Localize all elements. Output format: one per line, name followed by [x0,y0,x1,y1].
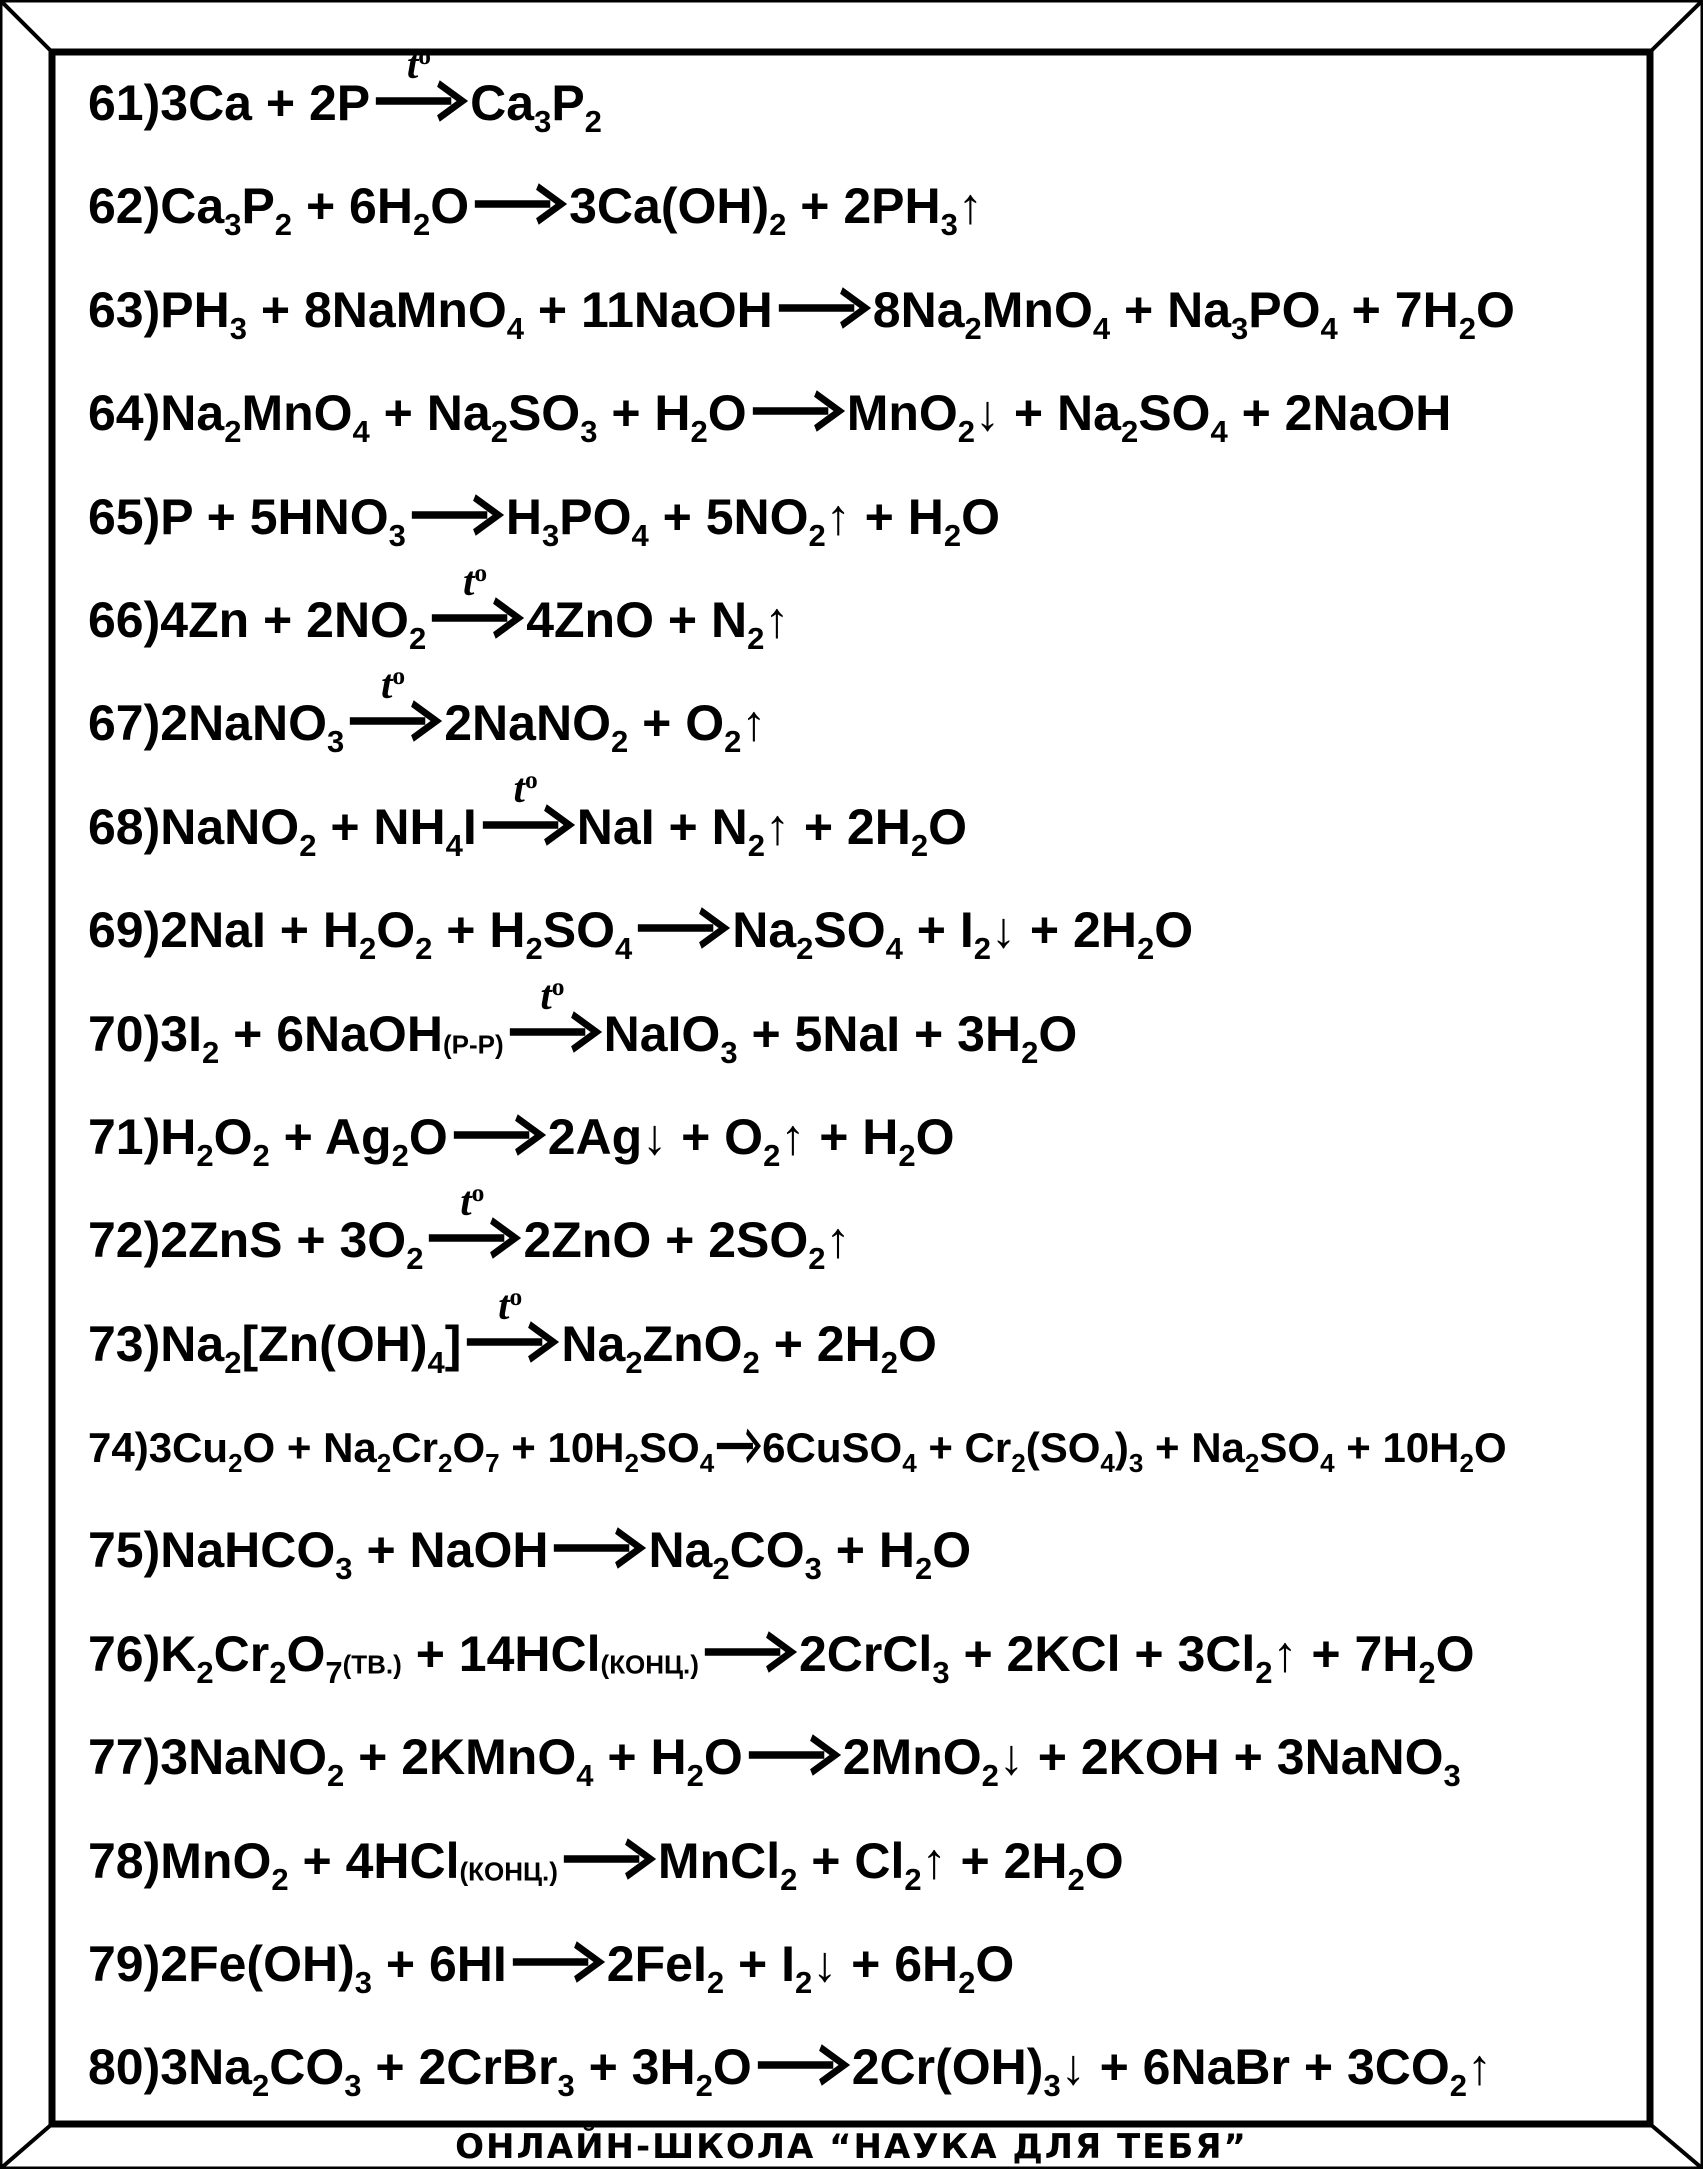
reaction-79 [88,1913,1648,2016]
reactants: $PH_3$ + 8NaMnO$_4$ + 11NaOH [160,281,773,346]
reaction-number: 72) [88,1212,161,1269]
reaction-number: 61) [88,75,161,131]
reactants: $H_2O_2 + Ag_2O$ [160,1108,448,1173]
reactants: 3Ca + 2P [160,75,371,131]
products: 2Ag↓ + $O_2↑ + H_2O$ [547,1108,955,1173]
products: $Na_2CO_3 + H_2O$ [648,1522,972,1587]
reaction-number: 73) [88,1315,161,1372]
reaction-arrow-icon [473,179,565,229]
products: $2ZnO + 2SO_2↑$ [523,1212,851,1277]
reaction-72 [88,1178,1648,1292]
reactants: $Ca_3P_2 + 6H_2O$ [160,178,470,243]
reaction-number: 64) [88,385,161,442]
reaction-number: 66) [88,591,161,648]
products: NaIO$_3$ + $5NaI + 3H_2O$ [603,1005,1078,1070]
reaction-arrow-icon [552,1523,644,1573]
heating-arrow-icon [465,1281,557,1367]
reactants: $2ZnS + 3O_2$ [160,1212,424,1277]
reaction-62 [88,155,1648,258]
reaction-number: 78) [88,1832,161,1889]
products: 2MnO$_2$↓ + 2KOH + 3NaNO$_3$ [842,1729,1461,1794]
reaction-80 [88,2016,1648,2119]
reaction-64 [88,362,1648,465]
reactants: $P + 5HNO_3$ [160,488,406,553]
reaction-arrow-icon [452,1110,544,1160]
products: $Na_2SO_4$ + $I_2↓ + 2H_2O$ [732,902,1194,966]
reaction-67 [88,661,1648,775]
reactants: 2NaNO$_3$ [160,695,345,760]
reactants: $Na_2[Zn(OH)_4]$ [160,1315,462,1380]
reaction-66 [88,557,1648,672]
reaction-arrow-icon [511,1937,603,1987]
reactants: MnO$_2$ + 4HCl(КОНЦ.) [160,1832,558,1897]
reaction-arrow-icon [716,1425,760,1467]
equation-list [88,41,1648,2120]
reaction-arrow-icon [777,283,869,333]
reaction-number: 63) [88,281,161,338]
reaction-63 [88,259,1648,362]
reaction-number: 68) [88,798,161,855]
products: 2NaNO$_2$ + $O_2↑$ [444,695,767,760]
heating-arrow-icon [348,661,440,746]
reaction-70 [88,971,1648,1086]
reaction-75 [88,1499,1648,1602]
products: $4ZnO + N_2↑$ [526,591,790,656]
reaction-number: 75) [88,1522,161,1579]
heating-arrow-icon [374,41,466,126]
reaction-number: 77) [88,1729,161,1786]
reactants: $3Cu_2O + Na_2Cr_2O_7 + 10H_2SO_4$ [148,1424,715,1478]
heating-arrow-icon [508,971,600,1057]
temperature-label: $t^o$ [498,1281,523,1328]
reaction-number: 71) [88,1108,161,1165]
reaction-number: 62) [88,178,161,235]
products: NaI + $N_2↑ + 2H_2O$ [576,798,968,863]
reaction-68 [88,764,1648,879]
reaction-number: 74) [88,1424,149,1472]
temperature-label: $t^o$ [513,764,538,811]
reactants: NaNO$_2$ + $NH_4I$ [160,798,477,863]
reactants: NaHCO$_3$ + NaOH [160,1522,549,1587]
reaction-arrow-icon [636,903,728,953]
temperature-label: $t^o$ [460,1178,485,1225]
products: 2CrCl$_3$ + $2KCl + 3Cl_2↑ + 7H_2O$ [798,1625,1475,1690]
reactants: 3NaNO$_2$ + 2KMnO$_4$ + $H_2O$ [160,1729,743,1794]
reactants: $3Na_2CO_3$ + 2CrBr$_3$ + $3H_2O$ [160,2039,752,2104]
reaction-arrow-icon [562,1834,654,1884]
reaction-arrow-icon [410,490,502,540]
reaction-73 [88,1281,1648,1396]
heating-arrow-icon [430,557,522,643]
reaction-arrow-icon [747,1730,839,1780]
heating-arrow-icon [481,764,573,850]
products: MnO$_2$↓ + $Na_2SO_4$ + 2NaOH [846,385,1452,449]
footer-school-name: ОНЛАЙН-ШКОЛА “НАУКА ДЛЯ ТЕБЯ” [455,2127,1248,2167]
reaction-arrow-icon [703,1627,795,1677]
reaction-arrow-icon [756,2040,848,2090]
reaction-number: 67) [88,695,161,752]
reaction-number: 65) [88,488,161,545]
temperature-label: $t^o$ [540,971,565,1018]
reaction-number: 80) [88,2039,161,2096]
reaction-78 [88,1810,1648,1913]
reactants: $2Fe(OH)_3 + 6HI$ [160,1936,507,2000]
reactants: $Na_2MnO_4 + Na_2SO_3 + H_2O$ [160,385,747,449]
reaction-number: 70) [88,1005,161,1062]
reactants: $2NaI + H_2O_2 + H_2SO_4$ [160,902,633,966]
reaction-61 [88,41,1648,155]
reaction-77 [88,1706,1648,1809]
reaction-number: 69) [88,902,161,959]
heating-arrow-icon [427,1178,519,1263]
temperature-label: $t^o$ [406,41,431,88]
products: MnCl$_2$ + $Cl_2↑ + 2H_2O$ [657,1832,1124,1897]
reaction-number: 79) [88,1936,161,1993]
temperature-label: $t^o$ [380,661,406,708]
reaction-69 [88,879,1648,982]
temperature-label: $t^o$ [462,557,488,604]
reactants: $K_2Cr_2O_7(ТВ.)$ + 14HCl(КОНЦ.) [160,1625,699,1690]
products: $Ca_3P_2$ [470,75,602,139]
reaction-65 [88,466,1648,569]
products: $2FeI_2 + I_2↓ + 6H_2O$ [606,1936,1015,2000]
reaction-arrow-icon [751,386,843,436]
products: $2Cr(OH)_3↓$ + 6NaBr + $3CO_2↑$ [851,2039,1492,2104]
products: $Na_2ZnO_2 + 2H_2O$ [561,1315,937,1380]
products: $3Ca(OH)_2$ + $2PH_3↑$ [569,178,983,243]
reaction-76 [88,1603,1648,1706]
reactants: $4Zn + 2NO_2$ [160,591,427,656]
products: $8Na_2MnO_4 + Na_3PO_4 + 7H_2O$ [872,281,1515,346]
products: $H_3PO_4$ + $5NO_2↑ + H_2O$ [505,488,1001,553]
reaction-71 [88,1086,1648,1189]
reaction-number: 76) [88,1625,161,1682]
reaction-74 [88,1396,1648,1499]
products: 6CuSO$_4$ + $Cr_2(SO_4)_3 + Na_2SO_4 + 10H_2O$ [762,1424,1507,1478]
reactants: $3I_2$ + 6NaOH(Р-Р) [160,1005,504,1070]
